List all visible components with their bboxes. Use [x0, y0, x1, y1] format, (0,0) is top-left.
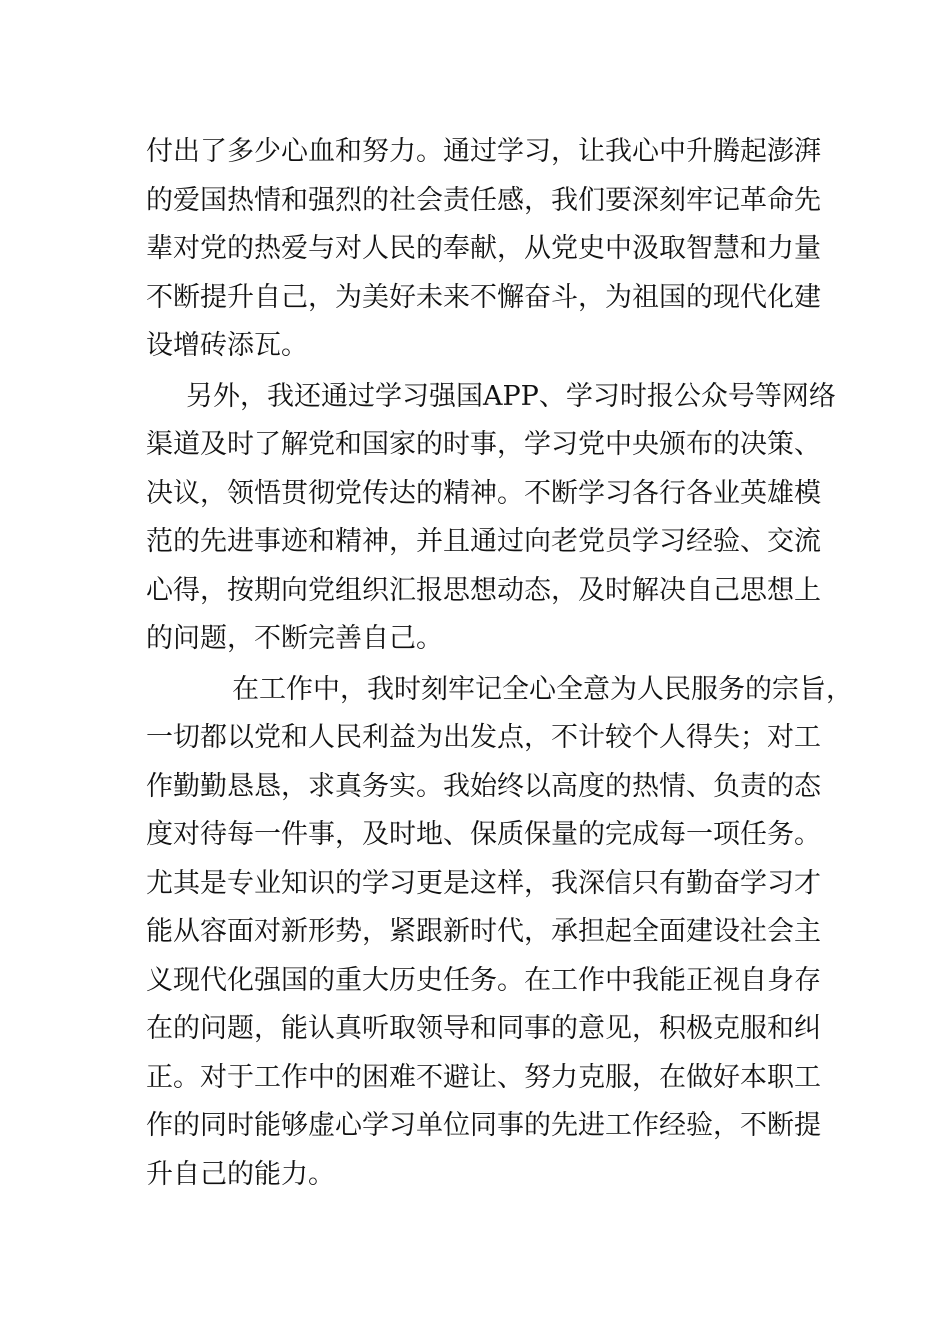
paragraph-line: 渠道及时了解党和国家的时事，学习党中央颁布的决策、	[146, 429, 821, 460]
paragraph-line: 能从容面对新形势，紧跟新时代，承担起全面建设社会主	[146, 916, 821, 947]
paragraph-line: 作的同时能够虚心学习单位同事的先进工作经验，不断提	[146, 1110, 821, 1141]
paragraph-line: 度对待每一件事，及时地、保质保量的完成每一项任务。	[146, 819, 821, 850]
paragraph-line: 升自己的能力。	[146, 1158, 335, 1190]
document-body	[146, 128, 853, 1199]
paragraph-line: 设增砖添瓦。	[146, 330, 308, 361]
paragraph-3	[146, 666, 853, 1200]
paragraph-line: 辈对党的热爱与对人民的奉献，从党史中汲取智慧和力量	[146, 233, 821, 264]
paragraph-line: 尤其是专业知识的学习更是这样，我深信只有勤奋学习才	[146, 867, 821, 899]
paragraph-line: 另外，我还通过学习强国APP、学习时报公众号等网络	[186, 380, 836, 412]
paragraph-line: 在工作中，我时刻牢记全心全意为人民服务的宗旨，	[232, 673, 853, 705]
paragraph-line: 范的先进事迹和精神，并且通过向老党员学习经验、交流	[146, 526, 821, 557]
paragraph-line: 不断提升自己，为美好未来不懈奋斗，为祖国的现代化建	[146, 281, 821, 313]
paragraph-line: 正。对于工作中的困难不避让、努力克服，在做好本职工	[146, 1061, 821, 1093]
paragraph-line: 作勤勤恳恳，求真务实。我始终以高度的热情、负责的态	[146, 770, 821, 802]
paragraph-line: 决议，领悟贯彻党传达的精神。不断学习各行各业英雄模	[146, 477, 821, 509]
paragraph-line: 的爱国热情和强烈的社会责任感，我们要深刻牢记革命先	[146, 184, 821, 216]
paragraph-line: 付出了多少心血和努力。通过学习，让我心中升腾起澎湃	[146, 136, 821, 167]
paragraph-line: 一切都以党和人民利益为出发点，不计较个人得失；对工	[146, 722, 821, 753]
paragraph-line: 义现代化强国的重大历史任务。在工作中我能正视自身存	[146, 964, 821, 996]
paragraph-1	[146, 128, 836, 371]
paragraph-2	[146, 373, 836, 664]
paragraph-line: 心得，按期向党组织汇报思想动态，及时解决自己思想上	[146, 574, 821, 606]
paragraph-line: 在的问题，能认真听取领导和同事的意见，积极克服和纠	[146, 1013, 821, 1044]
paragraph-line: 的问题，不断完善自己。	[146, 623, 443, 654]
